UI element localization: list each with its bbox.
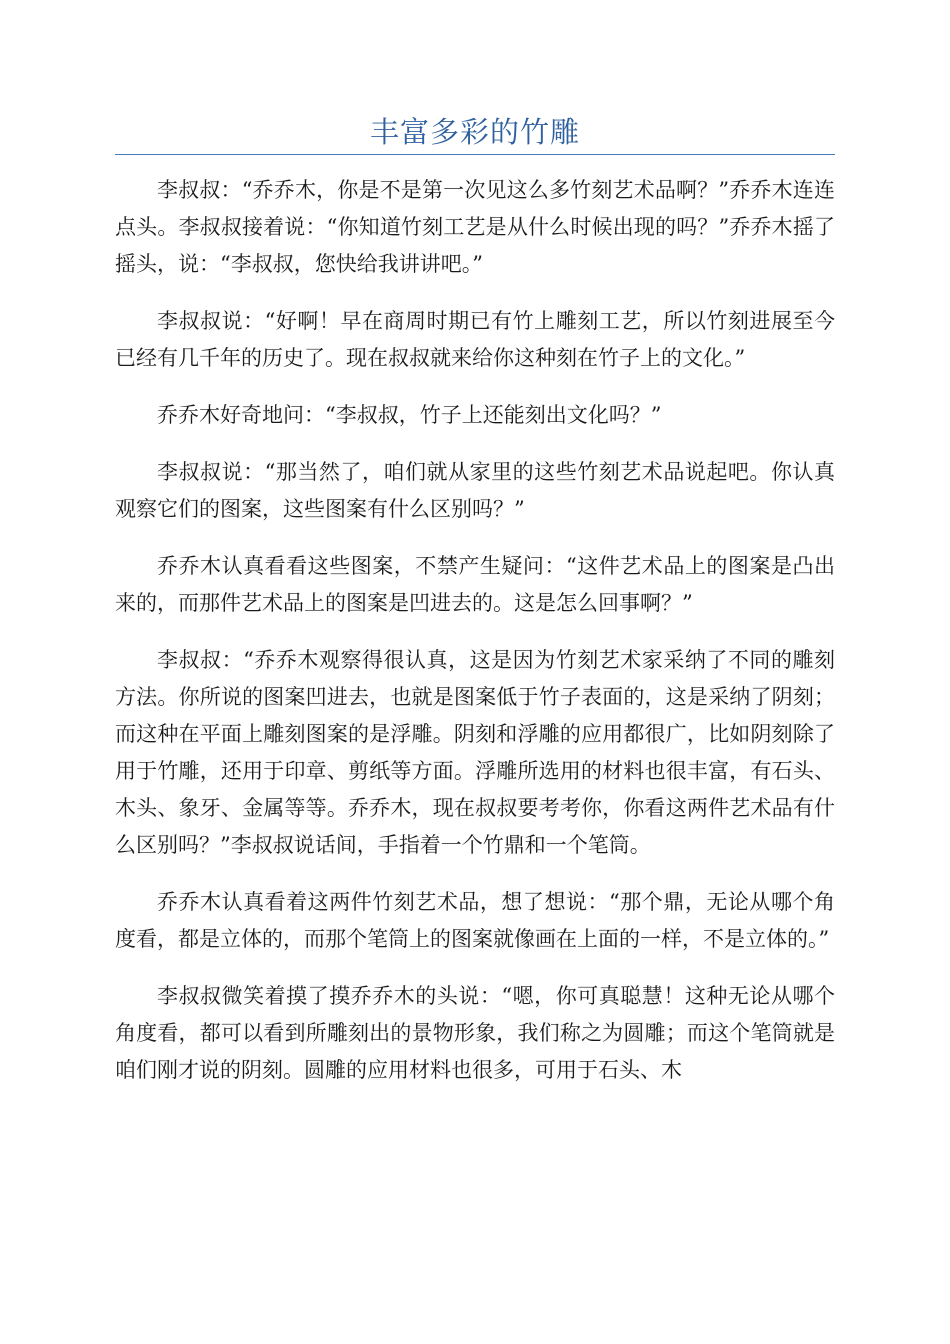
document-title: 丰富多彩的竹雕 [369, 115, 580, 149]
paragraph: 李叔叔说：“那当然了，咱们就从家里的这些竹刻艺术品说起吧。你认真观察它们的图案，这些图案有什么区别吗？” [115, 460, 835, 521]
paragraph: 李叔叔：“乔乔木观察得很认真，这是因为竹刻艺术家采纳了不同的雕刻方法。你所说的图案凹进去，也就是图案低于竹子表面的，这是采纳了阴刻；而这种在平面上雕刻图案的是浮雕。阴刻和浮雕的应用都很广，比如阴刻除了用于竹雕，还用于印章、剪纸等方面。浮雕所选用的材料也很丰富，有石头、木头、象牙、金属等等。乔乔木，现在叔叔要考考你，你看这两件艺术品有什么区别吗？”李叔叔说话间，手指着一个竹鼎和一个笔筒。 [115, 648, 835, 857]
paragraph: 乔乔木好奇地问：“李叔叔，竹子上还能刻出文化吗？” [157, 403, 662, 427]
paragraph: 李叔叔：“乔乔木，你是不是第一次见这么多竹刻艺术品啊？”乔乔木连连点头。李叔叔接着说：“你知道竹刻工艺是从什么时候出现的吗？”乔乔木摇了摇头，说：“李叔叔，您快给我讲讲吧。” [115, 178, 835, 276]
document-body [115, 172, 835, 1109]
paragraph: 乔乔木认真看看这些图案，不禁产生疑问：“这件艺术品上的图案是凸出来的，而那件艺术品上的图案是凹进去的。这是怎么回事啊？” [115, 554, 835, 615]
paragraph: 李叔叔微笑着摸了摸乔乔木的头说：“嗯，你可真聪慧！这种无论从哪个角度看，都可以看到所雕刻出的景物形象，我们称之为圆雕；而这个笔筒就是咱们刚才说的阴刻。圆雕的应用材料也很多，可用于石头、木 [115, 984, 835, 1082]
title-underline [115, 154, 835, 155]
paragraph: 乔乔木认真看着这两件竹刻艺术品，想了想说：“那个鼎，无论从哪个角度看，都是立体的，而那个笔筒上的图案就像画在上面的一样，不是立体的。” [115, 890, 835, 951]
paragraph: 李叔叔说：“好啊！早在商周时期已有竹上雕刻工艺，所以竹刻进展至今已经有几千年的历史了。现在叔叔就来给你这种刻在竹子上的文化。” [115, 309, 835, 370]
